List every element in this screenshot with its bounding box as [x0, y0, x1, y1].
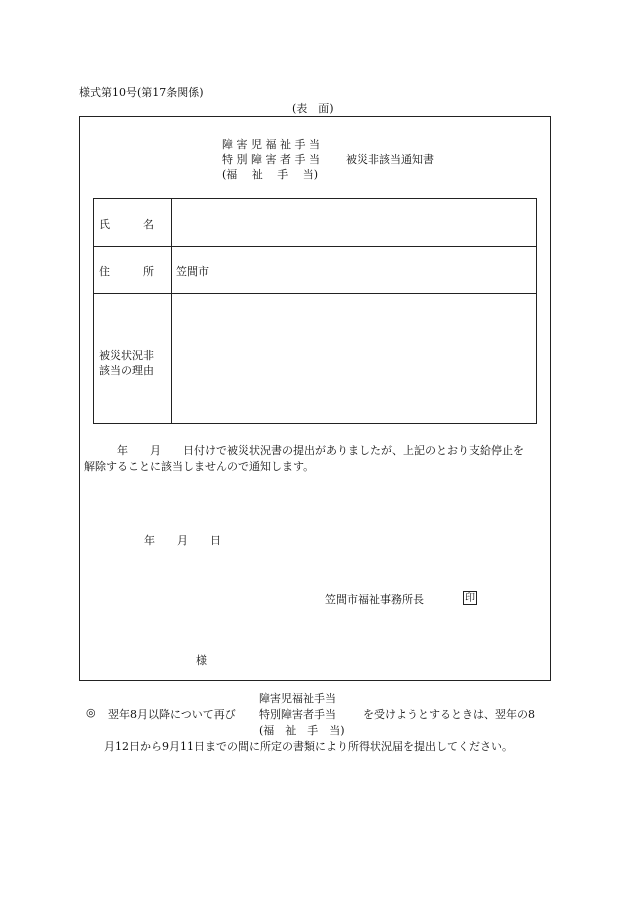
- reason-label-line2: 該当の理由: [99, 364, 154, 377]
- note-allowance-1: 障害児福祉手当: [259, 692, 336, 705]
- title-suffix: 被災非該当通知書: [346, 153, 434, 166]
- note-allowance-2: 特別障害者手当: [259, 708, 336, 721]
- issuer: 笠間市福祉事務所長: [325, 593, 424, 606]
- table-divider: [94, 293, 536, 294]
- info-table: [93, 198, 537, 424]
- notice-text-line2: 解除することに該当しませんので通知します。: [84, 460, 315, 473]
- note-line2: 月12日から9月11日までの間に所定の書類により所得状況届を提出してください。: [104, 740, 513, 753]
- note-suffix: を受けようとするときは、翌年の8: [363, 708, 535, 721]
- name-label: 氏 名: [99, 218, 154, 231]
- table-divider: [94, 246, 536, 247]
- note-mark: ◎: [86, 706, 96, 719]
- title-allowance-3: (福 祉 手 当): [222, 168, 319, 181]
- title-allowance-1: 障 害 児 福 祉 手 当: [222, 138, 320, 151]
- address-label: 住 所: [99, 265, 154, 278]
- seal-mark: 印: [465, 593, 475, 604]
- side-label: (表 面): [292, 102, 334, 115]
- note-allowance-3: (福 祉 手 当): [259, 724, 345, 737]
- notice-text-line1: 年 月 日付けで被災状況書の提出がありましたが、上記のとおり支給停止を: [84, 444, 524, 457]
- note-prefix: 翌年8月以降について再び: [108, 708, 236, 721]
- title-allowance-2: 特 別 障 害 者 手 当: [222, 153, 320, 166]
- addressee-suffix: 様: [196, 654, 207, 667]
- table-divider: [171, 199, 172, 423]
- date-line: 年 月 日: [144, 534, 221, 547]
- reason-label-line1: 被災状況非: [99, 349, 154, 362]
- form-number: 様式第10号(第17条関係): [79, 86, 204, 99]
- address-value: 笠間市: [176, 265, 209, 278]
